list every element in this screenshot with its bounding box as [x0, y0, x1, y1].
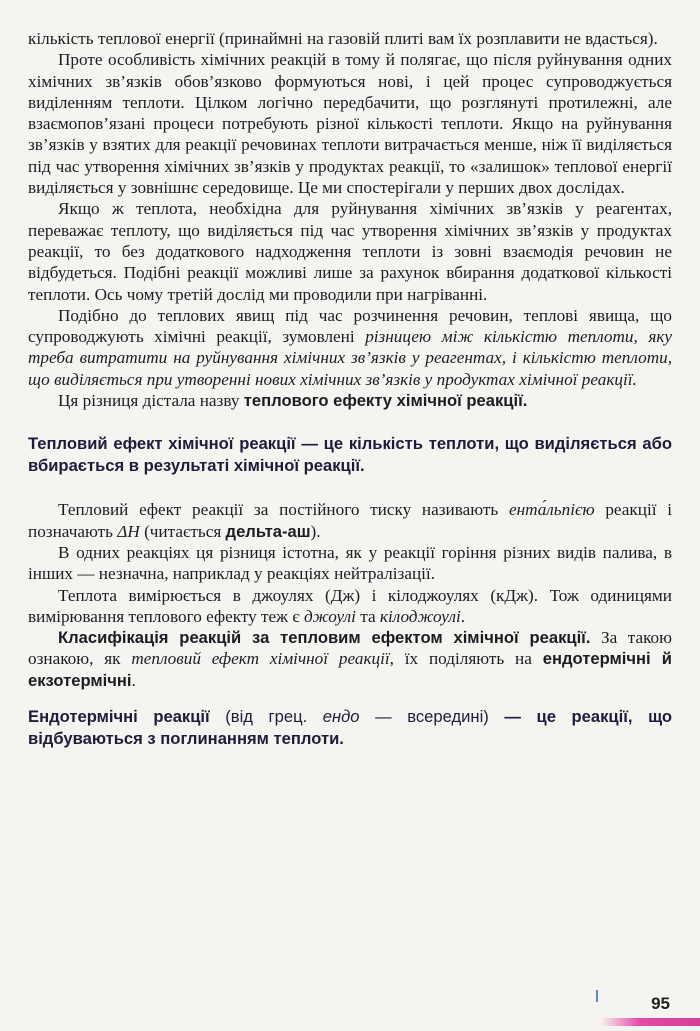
- definition-endothermic-text: — це реакції, що відбуваються з поглинанням теплоти.: [28, 707, 672, 749]
- paragraph-9: [28, 627, 672, 691]
- margin-mark: [596, 990, 598, 1002]
- paragraph-9-after: , їх поділяють на: [389, 649, 543, 669]
- paragraph-5-text: Ця різниця дістала назву: [58, 391, 244, 411]
- paragraph-5-term: теплового ефекту хімічної реакції.: [243, 391, 528, 411]
- page-number-accent-bar: [600, 1018, 700, 1026]
- paragraph-4-text: Подібно до теплових явищ під час розчинення речовин, теплові явища, що супроводжують хімічні реакції, зумовлені: [28, 305, 672, 347]
- paragraph-7: [28, 542, 672, 585]
- paragraph-1: [28, 28, 672, 49]
- spacer: [28, 691, 672, 706]
- paragraph-8-text: Теплота вимірюється в джоулях (Дж) і кілоджоулях (кДж). Тож одиницями вимірювання теплового ефекту теж є: [28, 585, 672, 626]
- definition-endothermic: [28, 706, 672, 750]
- definition-thermal-effect-text: Тепловий ефект хімічної реакції — це кількість теплоти, що виділяється або вбирається в результаті хімічної реакції.: [28, 434, 672, 476]
- definition-endothermic-paren-end: — всередині): [359, 707, 489, 727]
- paragraph-4: [28, 305, 672, 390]
- definition-thermal-effect: [28, 433, 672, 477]
- paragraph-6: [28, 499, 672, 542]
- paragraph-8-end: .: [460, 606, 466, 626]
- paragraph-8: [28, 585, 672, 628]
- paragraph-7-text: В одних реакціях ця різниця істотна, як у реакції горіння різних видів палива, в інших — незначна, наприклад у реакціях нейтралізації.: [28, 542, 672, 584]
- kilojoules-term: кілоджоулі: [379, 606, 461, 626]
- paragraph-9-italic: тепловий ефект хімічної реакції: [131, 649, 390, 669]
- delta-h-symbol: ΔH: [117, 521, 140, 541]
- paragraph-3-text: Якщо ж теплота, необхідна для руйнування хімічних зв’язків у реагентах, переважає теплоту, що виділяється під час утворення хімічних зв’язків у продуктах реакції, то без додаткового надходження теплоти із зовні взаємодія речовин не відбудеться. Подібні реакції можливі лише за рахунок вбирання додаткової кількості теплоти. Ось чому третій дослід ми проводили при нагріванні.: [28, 199, 672, 304]
- classification-heading: Класифікація реакцій за тепловим ефектом хімічної реакції.: [58, 628, 591, 648]
- paragraph-2: [28, 49, 672, 198]
- paragraph-6-after: (читається: [139, 521, 226, 541]
- paragraph-3: [28, 198, 672, 304]
- delta-ash-term: дельта-аш: [225, 521, 311, 541]
- paragraph-6-text: Тепловий ефект реакції за постійного тиску називають: [58, 500, 509, 520]
- paragraph-5: [28, 390, 672, 411]
- paragraph-6-end: ).: [310, 521, 321, 541]
- paragraph-9-mid: За такою ознакою, як: [28, 628, 672, 669]
- spacer: [28, 411, 672, 433]
- paragraph-4-italic: різницею між кількістю теплоти, яку треба витратити на руйнування хімічних зв’язків у реагентах, і кількістю теплоти, що виділяється при утворенні нових хімічних зв’язків у продуктах хімічної реакції.: [28, 327, 672, 389]
- paragraph-2-text: Проте особливість хімічних реакцій в тому й полягає, що після руйнування одних хімічних зв’язків обов’язково формуються нові, і цей процес супроводжується виділенням теплоти. Цілком логічно передбачити, що розглянуті протилежні, але взаємопов’язані процеси потребують різної кількості теплоти. Якщо на руйнування зв’язків у взятих для реакції речовинах теплоти витрачається менше, ніж її виділяється під час утворення хімічних зв’язків у продуктах реакції, то «залишок» теплової енергії виділяється у зовнішнє середовище. Це ми спостерігали у перших двох дослідах.: [28, 50, 672, 198]
- definition-endothermic-paren: (від грец.: [209, 707, 323, 727]
- paragraph-9-end: .: [131, 670, 136, 690]
- spacer: [28, 477, 672, 499]
- joules-term: джоулі: [304, 606, 356, 626]
- endo-term: ендо: [322, 707, 360, 727]
- paragraph-1-text: кількість теплової енергії (принаймні на газовій плиті вам їх розплавити не вдасться).: [28, 29, 658, 48]
- page-number: 95: [651, 994, 670, 1013]
- endothermic-term: Ендотермічні реакції: [28, 707, 210, 727]
- enthalpy-term: ента́льпією: [508, 500, 595, 520]
- reaction-types-term: ендотермічні й екзотермічні: [28, 649, 672, 690]
- page-text: [28, 28, 672, 750]
- paragraph-8-mid: та: [355, 606, 380, 626]
- paragraph-6-mid: реакції і позначають: [28, 500, 672, 541]
